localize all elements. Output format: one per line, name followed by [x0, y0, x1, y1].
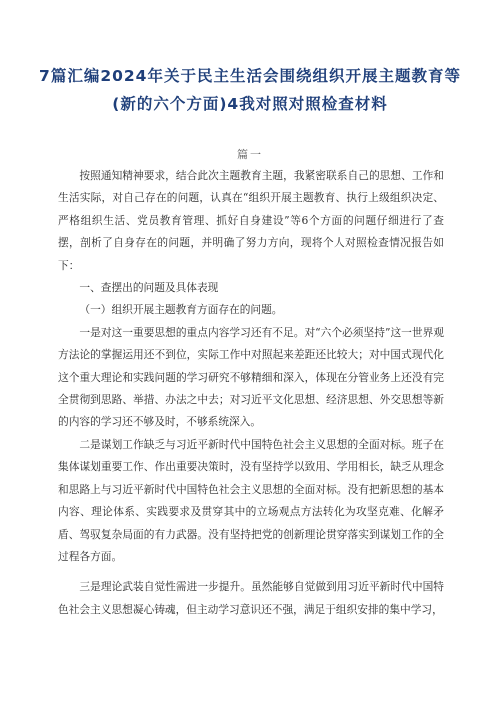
subheading-theme-education: （一）组织开展主题教育方面存在的问题。 [79, 303, 283, 317]
title-line-2: (新的六个方面)4我对照对照检查材料 [112, 95, 388, 113]
paragraph-point-1: 一是对这一重要思想的重点内容学习还有不足。对“六个必须坚持”这一世界观方法论的掌握运用还不到位，实际工作中对照起来差距还比较大；对中国式现代化这个重大理论和实践问题的学习研究不够精细和深入，体现在分管业务上还没有完全贯彻到思路、举措、办法之中去；对习近平文化思想、经济思想、外交思想等新的内容的学习还不够及时，不够系统深入。 [58, 325, 444, 429]
document-body [58, 165, 444, 621]
document-title [22, 62, 478, 118]
heading-problems: 一、查摆出的问题及具体表现 [79, 281, 219, 295]
paragraph-gap [58, 568, 444, 576]
intro-paragraph: 按照通知精神要求，结合此次主题教育主题，我紧密联系自己的思想、工作和生活实际，对自己存在的问题，认真在“组织开展主题教育、执行上级组织决定、严格组织生活、党员教育管理、抓好自身建设”等6个方面的问题仔细进行了查摆，剖析了自身存在的问题，并明确了努力方向，现将个人对照检查情况报告如下： [58, 169, 444, 272]
paragraph-point-3: 三是理论武装自觉性需进一步提升。虽然能够自觉做到用习近平新时代中国特色社会主义思想凝心铸魂，但主动学习意识还不强，满足于组织安排的集中学习， [58, 580, 444, 616]
paragraph-point-2: 二是谋划工作缺乏与习近平新时代中国特色社会主义思想的全面对标。班子在集体谋划重要工作、作出重要决策时，没有坚持学以致用、学用相长，缺乏从理念和思路上与习近平新时代中国特色社会主义思想的全面对标。没有把新思想的基本内容、理论体系、实践要求及贯穿其中的立场观点方法转化为攻坚克难、化解矛盾、驾驭复杂局面的有力武器。没有坚持把党的创新理论贯穿落实到谋划工作的全过程各方面。 [58, 437, 444, 563]
title-line-1: 7篇汇编2024年关于民主生活会围绕组织开展主题教育等 [39, 67, 461, 85]
section-label: 篇一 [237, 148, 263, 161]
